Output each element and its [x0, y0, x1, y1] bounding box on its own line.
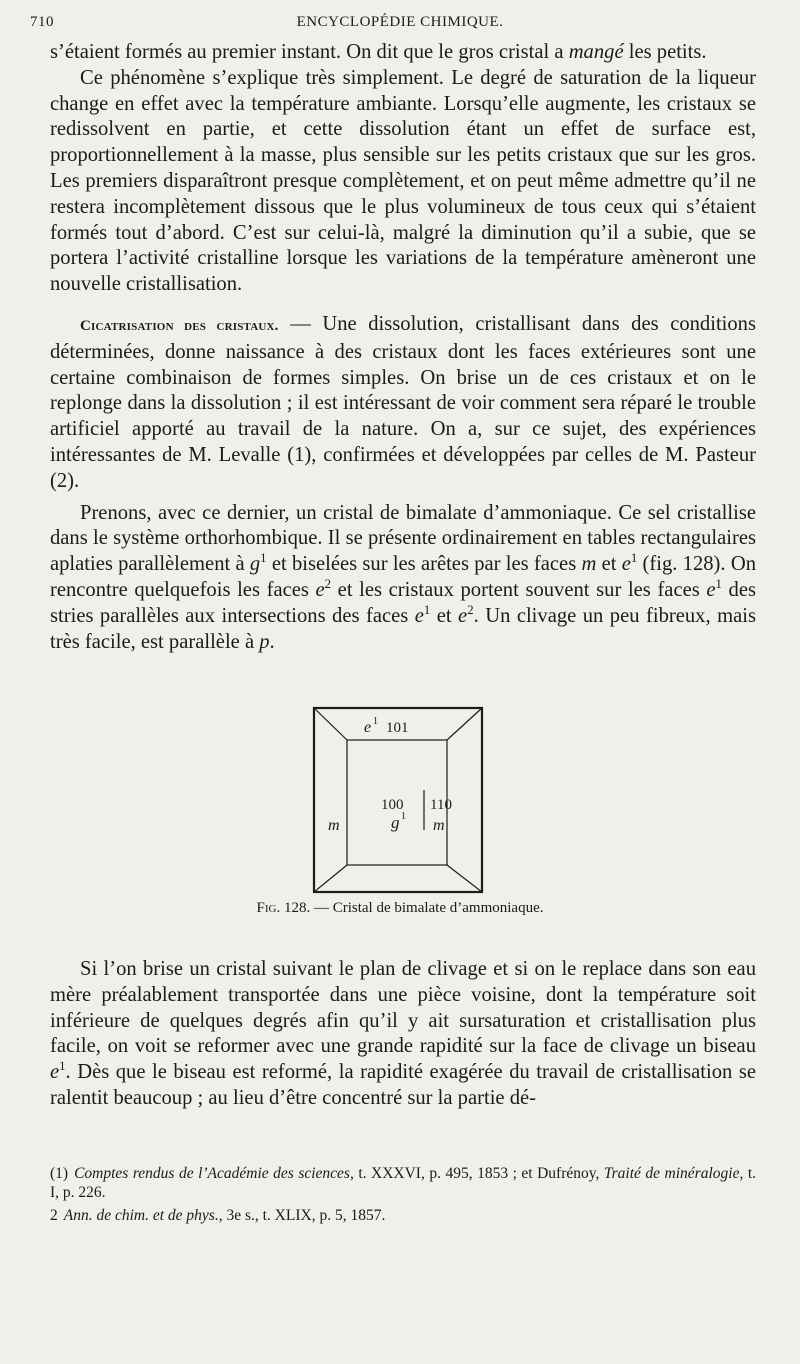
- text-run: s’étaient formés au premier instant. On dit que le gros cristal a: [50, 41, 569, 63]
- face-symbol: e: [706, 578, 716, 601]
- text-run: Prenons, avec ce dernier, un cristal de bimalate d’ammoniaque. Ce sel cristallise dans le système orthorhombique. Il se présente ordinairement en tables rectangulaires aplaties parallèlement à: [50, 501, 756, 576]
- face-label-e-sup: 1: [373, 716, 378, 727]
- superscript: 1: [715, 577, 722, 592]
- text-run: . Dès que le biseau est reformé, la rapidité exagérée du travail de cristallisation se ralentit beaucoup ; au lieu d’être concentré sur la partie dé-: [50, 1061, 756, 1109]
- citation-title: Ann. de chim. et de phys.,: [63, 1207, 223, 1224]
- paragraph-1: [50, 40, 756, 66]
- text-run: et biselées sur les arêtes par les faces: [266, 553, 582, 576]
- crystal-diagram: [300, 702, 495, 897]
- paragraph-3: [50, 312, 756, 495]
- face-symbol: e: [50, 1061, 60, 1084]
- figure-number: Fig. 128.: [256, 900, 311, 916]
- face-label-m: m: [328, 817, 340, 834]
- superscript: 1: [423, 602, 431, 617]
- superscript: 1: [260, 551, 267, 566]
- footnote-number: (1): [50, 1165, 69, 1182]
- text-run: Si l’on brise un cristal suivant le plan de clivage et si on le replace dans son eau mère préalablement transportée dans une pièce voisine, dont la température soit inférieure de quelques degrés afin qu’il y ait sursaturation et cristallisation plus facile, on voit se reformer avec une grande rapidité sur la face de clivage un biseau: [50, 958, 756, 1058]
- face-symbol: e: [414, 604, 424, 627]
- face-symbol: e: [315, 578, 325, 601]
- superscript: 1: [630, 551, 638, 566]
- footnote-1: [50, 1164, 756, 1202]
- face-label-g-sup: 1: [401, 811, 406, 822]
- text-run: .: [269, 630, 275, 653]
- paragraph-2: Ce phénomène s’explique très simplement. Le degré de saturation de la liqueur change en effet avec la température ambiante. Lorsqu’elle augmente, les cristaux se redissolvent en partie, et cette dissolution étant un effet de surface est, proportionnellement à la masse, plus sensible sur les petits cristaux que sur les gros. Les premiers disparaîtront presque complètement, et on peut même admettre qu’il ne restera incomplètement dissous que le plus volumineux de tous ceux qui s’étaient formés tout d’abord. C’est sur celui-là, malgré la diminution qu’il a subie, que se portera l’activité cristalline lorsque les variations de la température amèneront une nouvelle cristallisation.: [50, 66, 756, 296]
- face-symbol: e: [458, 604, 468, 627]
- superscript: 2: [324, 577, 332, 592]
- index-label-center: 100: [381, 797, 404, 813]
- paragraph-4: [50, 501, 756, 656]
- footnote-2: [50, 1206, 756, 1225]
- superscript: 2: [467, 602, 474, 617]
- text-run: et: [596, 553, 622, 576]
- citation-title: Comptes rendus de l’Académie des sciences,: [74, 1165, 354, 1182]
- face-symbol: p: [259, 630, 270, 653]
- text-run: et les cristaux portent souvent sur les faces: [331, 578, 707, 601]
- face-label-g: g: [391, 813, 400, 832]
- text-run: . Un clivage un peu fibreux, mais très facile, est parallèle à: [50, 604, 756, 653]
- bevel-edge: [447, 865, 482, 892]
- citation-title: Traité de minéralogie,: [603, 1165, 744, 1182]
- text-run: et: [430, 604, 459, 627]
- body-text-bottom: [50, 957, 756, 1112]
- caption-text: — Cristal de bimalate d’ammoniaque.: [310, 900, 544, 916]
- emphasis: mangé: [568, 41, 624, 63]
- text-run: des stries parallèles aux intersections des faces: [50, 578, 756, 627]
- running-header: [30, 12, 770, 38]
- paragraph-5: [50, 957, 756, 1112]
- section-title: Cicatrisation des cristaux.: [80, 317, 279, 334]
- bevel-edge: [314, 708, 347, 740]
- crystal-figure: [300, 702, 495, 897]
- face-symbol: e: [621, 553, 631, 576]
- bevel-edge: [447, 708, 482, 740]
- bevel-edge: [314, 865, 347, 892]
- text-run: 3e s., t. XLIX, p. 5, 1857.: [222, 1207, 386, 1224]
- text-run: (fig. 128). On rencontre quelquefois les faces: [50, 553, 756, 601]
- page-number: 710: [30, 14, 54, 30]
- text-run: — Une dissolution, cristallisant dans des conditions déterminées, donne naissance à des cristaux dont les faces extérieures sont une certaine combinaison de formes simples. On brise un de ces cristaux et on le replonge dans la dissolution ; il est intéressant de voir comment sera réparé le trouble artificiel apporté au travail de la nature. On a, sur ce sujet, des expériences intéressantes de M. Levalle (1), confirmées et développées par celles de M. Pasteur (2).: [50, 312, 756, 492]
- superscript: 1: [59, 1059, 66, 1074]
- body-text-top: [50, 40, 756, 655]
- face-label-e: e: [364, 719, 372, 736]
- text-run: t. I, p. 226.: [50, 1165, 757, 1201]
- face-label-m-right: m: [433, 817, 445, 834]
- figure-caption: [0, 900, 800, 917]
- footnotes: [50, 1164, 756, 1225]
- index-label-right: 110: [430, 797, 452, 813]
- running-title: ENCYCLOPÉDIE CHIMIQUE.: [296, 14, 504, 30]
- face-symbol: m: [581, 553, 597, 576]
- index-label-top: 101: [386, 720, 409, 736]
- text-run: les petits.: [623, 41, 707, 63]
- face-symbol: g: [249, 553, 261, 576]
- text-run: t. XXXVI, p. 495, 1853 ; et Dufrénoy,: [353, 1165, 604, 1182]
- footnote-number: 2: [50, 1207, 58, 1224]
